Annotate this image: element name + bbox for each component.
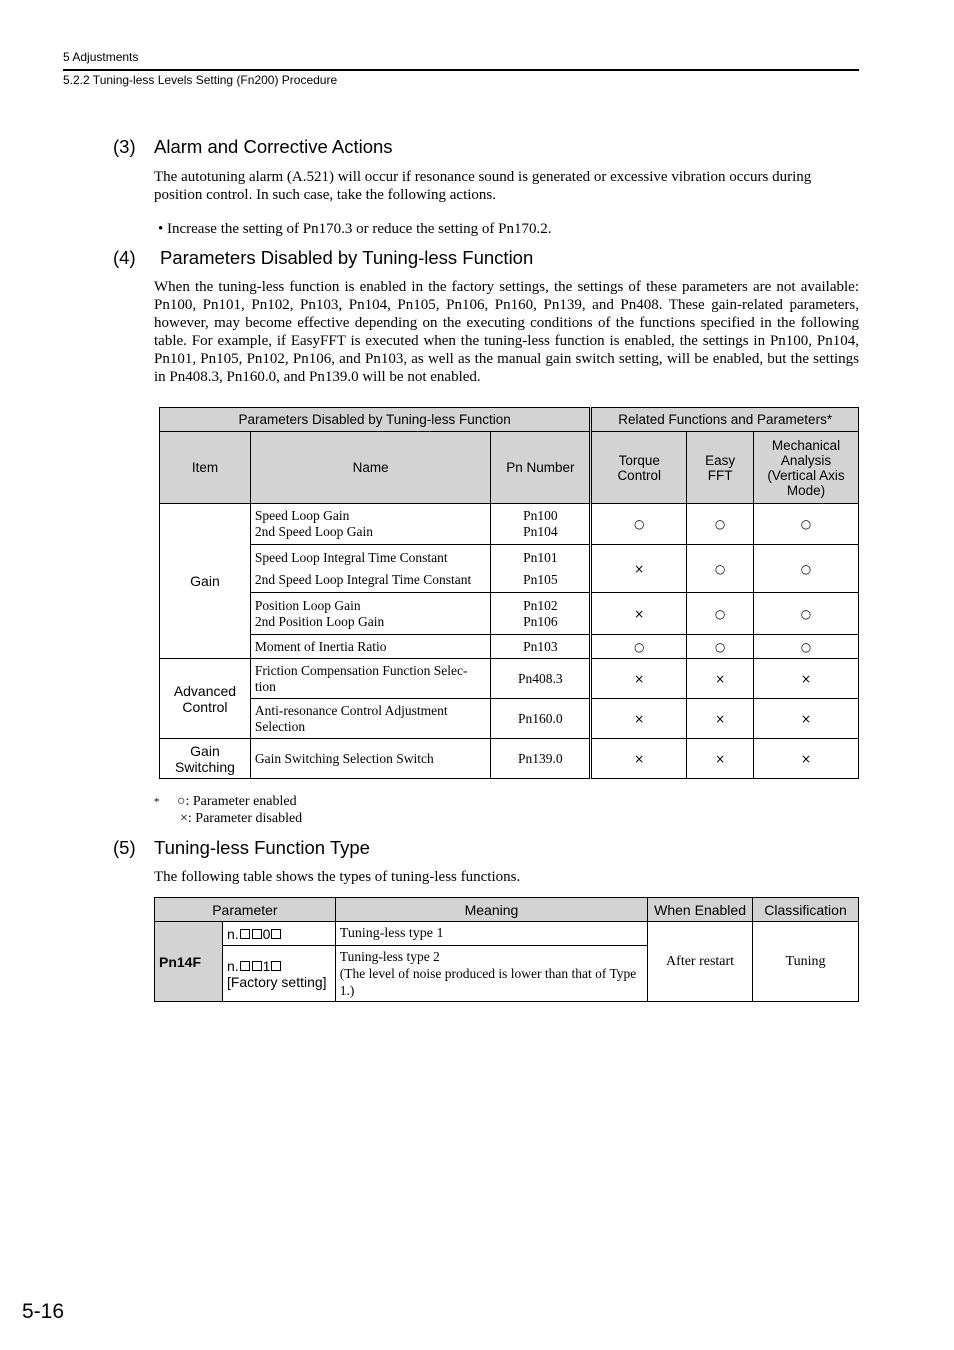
param-pn-number: Pn160.0 <box>491 699 591 739</box>
col-header-classification: Classification <box>753 898 859 922</box>
mechanical-analysis-mark: ○ <box>754 635 859 659</box>
param-name: Position Loop Gain 2nd Position Loop Gain <box>250 593 491 635</box>
table-row <box>160 739 859 779</box>
setting-meaning: Tuning-less type 1 <box>335 922 647 946</box>
section-4-heading <box>113 247 533 269</box>
param-name: Moment of Inertia Ratio <box>250 635 491 659</box>
col-header-item: Item <box>160 432 251 504</box>
header-rule <box>63 69 859 71</box>
param-pn-number: Pn103 <box>491 635 591 659</box>
parameters-disabled-table <box>159 407 859 779</box>
col-header-name: Name <box>250 432 491 504</box>
table-row <box>160 635 859 659</box>
torque-control-mark: × <box>591 699 687 739</box>
easy-fft-mark: ○ <box>687 635 754 659</box>
easy-fft-mark: × <box>687 659 754 699</box>
param-pn-number: Pn101 Pn105 <box>491 545 591 593</box>
classification-value: Tuning <box>753 922 859 1002</box>
section-4-title: Parameters Disabled by Tuning-less Function <box>160 247 534 268</box>
table-row <box>160 504 859 545</box>
col-header-torque-control: Torque Control <box>591 432 687 504</box>
table-row <box>155 922 859 946</box>
footnote-disabled: ×: Parameter disabled <box>180 811 303 826</box>
placeholder-box-icon <box>271 961 281 971</box>
group-header-related: Related Functions and Parameters* <box>591 408 859 432</box>
mechanical-analysis-mark: × <box>754 659 859 699</box>
col-header-mechanical-analysis: Mechanical Analysis (Vertical Axis Mode) <box>754 432 859 504</box>
section-5-title: Tuning-less Function Type <box>154 837 370 858</box>
section-3-number: (3) <box>113 136 136 157</box>
mechanical-analysis-mark: ○ <box>754 545 859 593</box>
item-gain-switching: Gain Switching <box>160 739 251 779</box>
param-name: Anti-resonance Control Adjustment Selection <box>250 699 491 739</box>
torque-control-mark: ○ <box>591 504 687 545</box>
easy-fft-mark: × <box>687 739 754 779</box>
torque-control-mark: × <box>591 545 687 593</box>
param-pn-number: Pn139.0 <box>491 739 591 779</box>
mechanical-analysis-mark: ○ <box>754 593 859 635</box>
placeholder-box-icon <box>240 961 250 971</box>
section-4-number: (4) <box>113 247 136 268</box>
table-row <box>160 659 859 699</box>
easy-fft-mark: × <box>687 699 754 739</box>
col-header-parameter: Parameter <box>155 898 336 922</box>
parameter-number: Pn14F <box>155 922 223 1002</box>
param-pn-number: Pn100 Pn104 <box>491 504 591 545</box>
param-name: Friction Compensation Function Selec- tion <box>250 659 491 699</box>
easy-fft-mark: ○ <box>687 593 754 635</box>
placeholder-box-icon <box>252 929 262 939</box>
param-name: Speed Loop Integral Time Constant 2nd Speed Loop Integral Time Constant <box>250 545 491 593</box>
param-name: Speed Loop Gain 2nd Speed Loop Gain <box>250 504 491 545</box>
table-row <box>160 545 859 593</box>
torque-control-mark: ○ <box>591 635 687 659</box>
setting-value: n. 1 [Factory setting] <box>222 946 335 1002</box>
tuning-less-type-table <box>154 897 859 1002</box>
section-5-paragraph: The following table shows the types of tuning-less functions. <box>154 869 521 885</box>
placeholder-box-icon <box>240 929 250 939</box>
mechanical-analysis-mark: × <box>754 739 859 779</box>
easy-fft-mark: ○ <box>687 504 754 545</box>
param-pn-number: Pn408.3 <box>491 659 591 699</box>
header-section: 5.2.2 Tuning-less Levels Setting (Fn200) Procedure <box>63 73 338 87</box>
torque-control-mark: × <box>591 593 687 635</box>
footnote-star: * <box>154 796 160 808</box>
section-4-paragraph: When the tuning-less function is enabled in the factory settings, the settings of these parameters are not available: Pn100, Pn101, Pn102, Pn103, Pn104, Pn105, Pn106, Pn160, Pn139, and Pn408. These gain-related parameters, however, may become effective depending on the executing conditions of the functions specified in the following table. For example, if EasyFFT is executed when the tuning-less function is enabled, the settings in Pn100, Pn104, Pn101, Pn105, Pn102, Pn106, and Pn103, as well as the manual gain switch setting, will be enabled, but the settings in Pn408.3, Pn160.0, and Pn139.0 will be not enabled. <box>154 279 859 385</box>
section-3-heading <box>113 136 393 158</box>
col-header-when-enabled: When Enabled <box>648 898 753 922</box>
setting-meaning: Tuning-less type 2 (The level of noise produced is lower than that of Type 1.) <box>335 946 647 1002</box>
placeholder-box-icon <box>252 961 262 971</box>
mechanical-analysis-mark: ○ <box>754 504 859 545</box>
page-number: 5-16 <box>22 1300 65 1323</box>
when-enabled-value: After restart <box>648 922 753 1002</box>
torque-control-mark: × <box>591 659 687 699</box>
param-name: Gain Switching Selection Switch <box>250 739 491 779</box>
setting-value: n. 0 <box>222 922 335 946</box>
table-row <box>160 593 859 635</box>
footnote-enabled: ○: Parameter enabled <box>177 794 297 809</box>
col-header-pn-number: Pn Number <box>491 432 591 504</box>
mechanical-analysis-mark: × <box>754 699 859 739</box>
section-3-title: Alarm and Corrective Actions <box>154 136 393 157</box>
col-header-meaning: Meaning <box>335 898 647 922</box>
section-3-bullet: • Increase the setting of Pn170.3 or reduce the setting of Pn170.2. <box>158 221 552 237</box>
item-advanced-control: Advanced Control <box>160 659 251 739</box>
group-header-disabled: Parameters Disabled by Tuning-less Function <box>160 408 591 432</box>
placeholder-box-icon <box>271 929 281 939</box>
section-5-heading <box>113 837 370 859</box>
section-3-paragraph: The autotuning alarm (A.521) will occur if resonance sound is generated or excessive vibration occurs during position control. In such case, take the following actions. <box>154 169 812 203</box>
table-row <box>160 699 859 739</box>
header-chapter: 5 Adjustments <box>63 50 139 64</box>
item-gain: Gain <box>160 504 251 659</box>
easy-fft-mark: ○ <box>687 545 754 593</box>
section-5-number: (5) <box>113 837 136 858</box>
col-header-easy-fft: Easy FFT <box>687 432 754 504</box>
torque-control-mark: × <box>591 739 687 779</box>
param-pn-number: Pn102 Pn106 <box>491 593 591 635</box>
